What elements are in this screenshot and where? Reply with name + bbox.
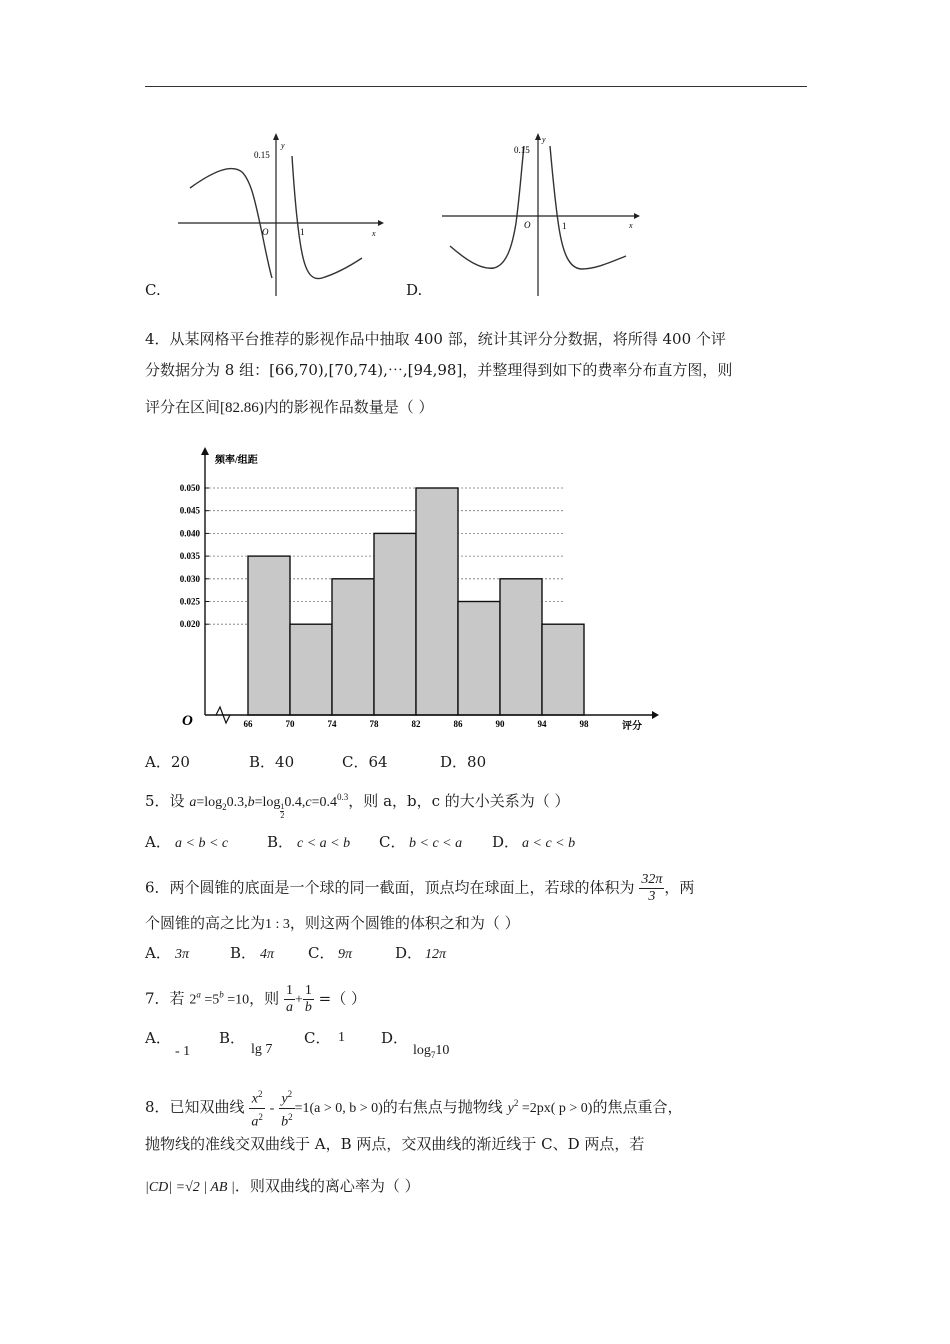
q4-line3-post: 内的影视作品数量是（ ） — [263, 398, 434, 416]
q8-parabola-sq: 2 — [513, 1098, 519, 1109]
q6-line2-post: ，则这两个圆锥的体积之和为（ ） — [289, 914, 520, 932]
q5-option-1-expr: c < a < b — [297, 836, 351, 851]
q8-frac-x-num — [249, 1086, 265, 1109]
y-axis-arrow — [201, 447, 209, 455]
q4-option-0: A．20 — [145, 753, 190, 771]
q5-option-3: D． — [492, 833, 520, 851]
q5-base-a: 2 — [222, 802, 227, 812]
q8-mid: 的右焦点与抛物线 — [382, 1098, 503, 1117]
q4-line3 — [145, 397, 434, 418]
y-tick-label: 0.15 — [254, 150, 270, 160]
q4-line1: 4．从某网格平台推荐的影视作品中抽取 400 部，统计其评分分数据，将所得 400 个评 — [145, 330, 726, 348]
q7-option-b-expr: lg 7 — [251, 1042, 273, 1057]
q8-b-sq: 2 — [288, 1111, 293, 1122]
q8-frac-y-num — [279, 1086, 295, 1109]
x-tick-label-2: 74 — [327, 719, 337, 729]
q7-eq1: =5 — [200, 992, 220, 1008]
q8-line3 — [145, 1176, 420, 1198]
q4-interval: [82.86) — [220, 400, 264, 416]
q7-end: =（ ） — [318, 989, 366, 1008]
q7-frac1-den: a — [285, 1000, 293, 1015]
q8-y: y — [281, 1091, 288, 1107]
graph-d-label: D. — [406, 281, 423, 299]
y-axis-title: 频率/组距 — [215, 455, 258, 466]
y-axis-arrow — [535, 133, 541, 140]
curve-left — [450, 146, 524, 268]
q8-x: x — [251, 1091, 258, 1107]
q5-eq-c: = — [311, 795, 320, 810]
q6-option-0: A． — [145, 944, 171, 962]
q8-parabola-rest: =2px( p > 0) — [518, 1101, 593, 1117]
q8-a-sq: 2 — [258, 1111, 263, 1122]
q8-line3-post: ．则双曲线的离心率为（ ） — [234, 1177, 420, 1195]
q8-y-sq: 2 — [287, 1089, 293, 1099]
q5-base-b-num: 1 — [280, 802, 285, 811]
graph-c — [170, 128, 390, 298]
bar-86-90 — [458, 602, 500, 716]
q8-frac-x-den — [249, 1109, 265, 1131]
q6-ratio: 1 : 3 — [265, 917, 290, 932]
q8-frac-x — [249, 1086, 265, 1130]
y-tick-label-5: 0.025 — [179, 596, 200, 607]
q7-option-d-log: log — [413, 1043, 431, 1058]
origin-label: O — [524, 220, 531, 230]
q5-option-2: C． — [379, 833, 406, 851]
q6-volume-fraction — [639, 872, 664, 905]
bar-78-82 — [374, 533, 416, 715]
histogram-chart — [160, 445, 660, 745]
q7-stem — [145, 983, 366, 1016]
q6-option-3-expr: 12π — [425, 947, 447, 962]
q7-option-d-letter: D． — [381, 1029, 409, 1047]
y-tick-label: 0.15 — [514, 145, 530, 155]
q6-line2 — [145, 913, 520, 935]
x-tick-label-8: 98 — [579, 719, 589, 729]
x-tick-label-5: 86 — [453, 719, 463, 729]
q5-option-1: B． — [267, 833, 294, 851]
q6-vol-num: 32π — [641, 872, 663, 887]
curve-right — [292, 156, 362, 279]
q4-option-3: D．80 — [440, 753, 487, 771]
q6-vol-den: 3 — [648, 889, 656, 904]
bar-94-98 — [542, 624, 584, 715]
q5-option-2-expr: b < c < a — [409, 836, 463, 851]
q5-var-a: a — [189, 795, 197, 810]
q6-option-0-expr: 3π — [175, 947, 190, 962]
q8-x-sq: 2 — [257, 1089, 263, 1099]
q7-exp-b: b — [219, 989, 224, 1000]
x-axis-label: x — [372, 229, 376, 238]
q5-c-exp: 0.3 — [337, 792, 349, 802]
q7-option-b-letter: B． — [219, 1029, 246, 1047]
y-tick-label-0: 0.050 — [179, 483, 200, 493]
bar-74-78 — [332, 579, 374, 715]
x-axis-arrow — [378, 220, 384, 226]
y-tick-label-2: 0.040 — [179, 528, 200, 539]
q5-stem — [145, 787, 570, 820]
y-tick-label-6: 0.020 — [179, 619, 200, 630]
q4-line3-pre: 评分在区间 — [145, 398, 221, 416]
origin-label: O — [182, 713, 193, 729]
q7-eq2: =10 — [223, 992, 250, 1008]
x-tick-label-3: 78 — [369, 719, 379, 729]
q6-text: 6．两个圆锥的底面是一个球的同一截面，顶点均在球面上，若球的体积为 — [145, 878, 635, 897]
header-rule — [145, 86, 807, 87]
x-axis-title: 评分 — [622, 721, 642, 732]
q5-var-b: b — [247, 795, 255, 810]
x-axis-label: x — [629, 221, 633, 230]
q6-option-2-expr: 9π — [338, 947, 353, 962]
y-axis-arrow — [273, 133, 279, 140]
bar-82-86 — [416, 488, 458, 715]
x-tick-label-1: 70 — [285, 719, 295, 729]
x-tick-label-0: 66 — [243, 719, 253, 729]
x-mark-label: 1 — [300, 227, 305, 237]
q8-frac-y-den — [279, 1109, 295, 1131]
y-axis-label: y — [542, 135, 546, 144]
q7-option-d-expr — [413, 1041, 449, 1065]
q7-plus: + — [294, 992, 303, 1008]
graph-c-label: C. — [145, 281, 161, 299]
q8-condition-cd: |CD| =√2 | AB | — [145, 1180, 235, 1195]
q6-line1 — [145, 872, 694, 905]
x-tick-label-6: 90 — [495, 719, 505, 729]
q5-option-0: A． — [145, 833, 171, 851]
q8-frac-y — [279, 1086, 295, 1130]
q5-base-b-den: 2 — [280, 811, 285, 820]
q5-log-a: log — [204, 795, 223, 810]
q6-option-1: B． — [230, 944, 257, 962]
q5-arg-b: 0.4, — [284, 795, 306, 810]
bar-70-74 — [290, 624, 332, 715]
q7-option-d-base: 7 — [430, 1049, 436, 1060]
q7-option-a-expr: - 1 — [175, 1044, 191, 1059]
bar-90-94 — [500, 579, 542, 715]
q6-option-3: D． — [395, 944, 423, 962]
q5-arg-a: 0.3, — [226, 795, 248, 810]
origin-label: O — [262, 227, 269, 237]
q6-option-1-expr: 4π — [260, 947, 275, 962]
q7-frac2-num: 1 — [304, 983, 312, 998]
q8-minus: - — [269, 1101, 275, 1117]
q7-exp-a: a — [196, 989, 201, 1000]
q5-c-val: 0.4 — [319, 795, 338, 810]
q4-option-1: B．40 — [249, 753, 295, 771]
q7-frac1 — [284, 983, 295, 1016]
q7-mid: ，则 — [249, 989, 280, 1008]
x-axis-arrow — [652, 711, 659, 719]
q4-line2: 分数据分为 8 组：[66,70),[70,74),⋯,[94,98]，并整理得到如下的费率分布直方图，则 — [145, 361, 733, 379]
q5-suffix: ，则 a，b，c 的大小关系为（ ） — [348, 792, 570, 810]
y-tick-label-4: 0.030 — [179, 573, 200, 584]
q8-b: b — [281, 1114, 289, 1130]
q8-condition: =1(a > 0, b > 0) — [294, 1101, 383, 1117]
q6-line2-pre: 个圆锥的高之比为 — [145, 914, 266, 932]
q7-option-d-arg: 10 — [435, 1043, 450, 1058]
q7-option-a-letter: A． — [145, 1029, 171, 1047]
x-tick-label-7: 94 — [537, 719, 547, 729]
q6-line1-end: ，两 — [664, 878, 695, 897]
bar-66-70 — [248, 556, 290, 715]
x-tick-label-4: 82 — [411, 719, 421, 729]
q8-a: a — [251, 1114, 259, 1130]
q8-prefix: 8．已知双曲线 — [145, 1098, 245, 1117]
q5-option-0-expr: a < b < c — [175, 836, 229, 851]
q7-frac1-num: 1 — [285, 983, 293, 998]
q8-line2: 抛物线的准线交双曲线于 A，B 两点，交双曲线的渐近线于 C、D 两点，若 — [145, 1135, 645, 1153]
q6-option-2: C． — [308, 944, 335, 962]
q7-frac2 — [303, 983, 314, 1016]
q7-option-c-letter: C． — [304, 1029, 331, 1047]
q7-prefix: 7．若 — [145, 989, 185, 1008]
q5-option-3-expr: a < c < b — [522, 836, 576, 851]
x-axis-arrow — [634, 213, 640, 219]
q5-log-b: log — [262, 795, 281, 810]
q8-end: 的焦点重合， — [592, 1098, 683, 1117]
y-tick-label-1: 0.045 — [179, 505, 200, 516]
x-mark-label: 1 — [562, 221, 567, 231]
curve-right — [550, 146, 626, 269]
q7-option-c-expr: 1 — [338, 1030, 345, 1045]
graph-d — [436, 128, 646, 298]
q4-option-2: C．64 — [342, 753, 388, 771]
y-tick-label-3: 0.035 — [179, 551, 200, 562]
q7-frac2-den: b — [304, 1000, 312, 1015]
q5-eq-b: = — [254, 795, 263, 810]
q5-var-c: c — [305, 795, 312, 810]
q8-line1 — [145, 1086, 682, 1130]
y-axis-label: y — [281, 141, 285, 150]
q5-eq: = — [196, 795, 205, 810]
q5-prefix: 5．设 — [145, 792, 185, 810]
q8-parabola-y: y — [507, 1101, 514, 1117]
q7-base-2: 2 — [189, 992, 197, 1008]
